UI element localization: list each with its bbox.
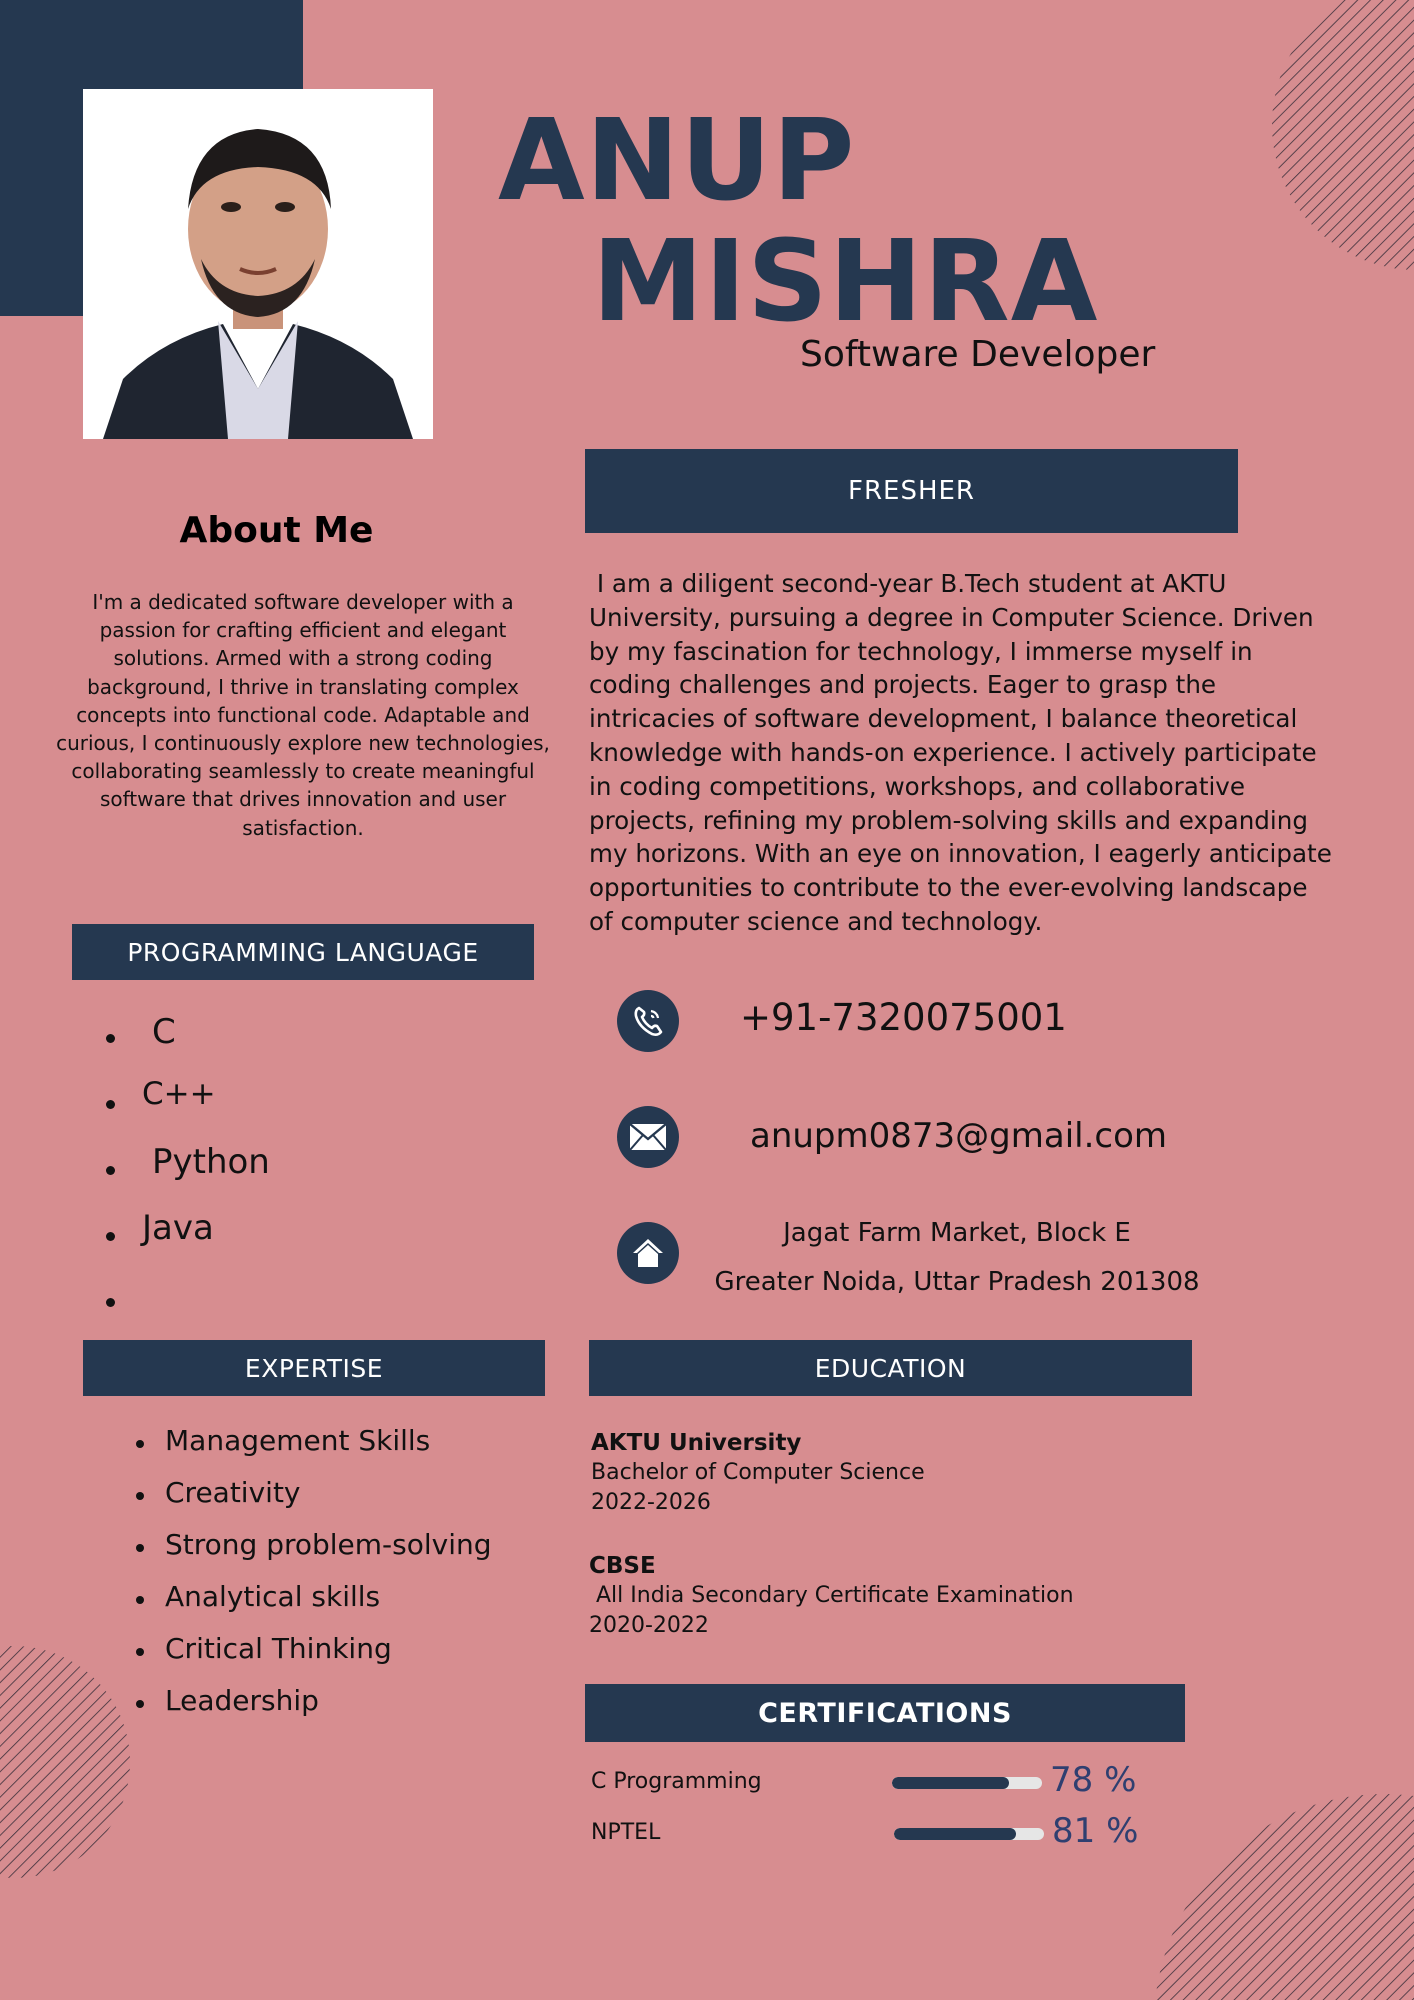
- first-name: ANUP: [498, 96, 856, 226]
- institution-name: CBSE: [589, 1553, 656, 1579]
- intro-line: knowledge with hands-on experience. I actively participate: [589, 737, 1317, 767]
- bullet-dot: [136, 1700, 144, 1708]
- bullet-dot: [106, 1298, 115, 1307]
- about-line: curious, I continuously explore new technologies,: [56, 731, 550, 756]
- cert-name: NPTEL: [591, 1820, 661, 1845]
- job-title: Software Developer: [800, 334, 1156, 375]
- cert-progress-bar: [892, 1777, 1042, 1789]
- mail-icon: [617, 1106, 679, 1168]
- intro-paragraph: [589, 567, 1349, 939]
- programming-heading: PROGRAMMING LANGUAGE: [72, 924, 534, 980]
- cert-percent: 81 %: [1052, 1811, 1139, 1851]
- status-badge: FRESHER: [585, 449, 1238, 533]
- bullet-dot: [136, 1492, 144, 1500]
- expertise-label: Management Skills: [165, 1424, 431, 1457]
- bullet-dot: [106, 1166, 115, 1175]
- cert-progress-fill: [892, 1777, 1009, 1789]
- degree-name: Bachelor of Computer Science: [591, 1460, 925, 1485]
- expertise-label: Critical Thinking: [165, 1632, 392, 1665]
- intro-line: intricacies of software development, I balance theoretical: [589, 704, 1298, 734]
- about-line: satisfaction.: [242, 815, 364, 840]
- bullet-dot: [136, 1440, 144, 1448]
- profile-photo: [83, 89, 433, 439]
- education-years: 2020-2022: [589, 1613, 709, 1638]
- home-icon: [617, 1222, 679, 1284]
- intro-line: of computer science and technology.: [589, 906, 1043, 936]
- bullet-dot: [106, 1232, 115, 1241]
- language-label: Python: [152, 1142, 270, 1182]
- intro-line: I am a diligent second-year B.Tech student at AKTU: [589, 569, 1227, 598]
- cert-percent: 78 %: [1050, 1760, 1137, 1800]
- certifications-heading: CERTIFICATIONS: [585, 1684, 1185, 1742]
- expertise-label: Analytical skills: [165, 1580, 381, 1613]
- language-label: C: [152, 1012, 176, 1052]
- language-label: C++: [142, 1076, 216, 1112]
- intro-line: University, pursuing a degree in Computer Science. Driven: [589, 602, 1314, 632]
- education-heading: EDUCATION: [589, 1340, 1192, 1396]
- intro-line: opportunities to contribute to the ever-evolving landscape: [589, 873, 1308, 903]
- language-label: Java: [142, 1208, 214, 1248]
- cert-progress-fill: [894, 1828, 1016, 1840]
- about-line: I'm a dedicated software developer with a: [92, 590, 514, 614]
- hatched-circle-top-right: [1268, 0, 1414, 270]
- education-entry: [591, 1428, 925, 1518]
- cert-progress-bar: [894, 1828, 1044, 1840]
- intro-line: my horizons. With an eye on innovation, I eagerly anticipate: [589, 839, 1332, 869]
- hatched-circle-bottom-right: [1134, 1794, 1414, 2000]
- bullet-dot: [106, 1034, 115, 1043]
- email-address: anupm0873@gmail.com: [750, 1116, 1168, 1156]
- phone-icon: [617, 990, 679, 1052]
- institution-name: AKTU University: [591, 1430, 802, 1456]
- about-line: background, I thrive in translating complex: [87, 674, 519, 699]
- about-line: concepts into functional code. Adaptable and: [76, 702, 530, 727]
- about-line: collaborating seamlessly to create meaningful: [71, 759, 535, 784]
- degree-name: All India Secondary Certificate Examination: [589, 1583, 1074, 1608]
- education-years: 2022-2026: [591, 1490, 711, 1515]
- intro-line: in coding competitions, workshops, and collaborative: [589, 771, 1245, 801]
- last-name: MISHRA: [592, 217, 1099, 347]
- address-line-2: Greater Noida, Uttar Pradesh 201308: [714, 1267, 1200, 1297]
- about-line: software that drives innovation and user: [99, 787, 507, 812]
- about-text: [46, 588, 560, 842]
- bullet-dot: [136, 1544, 144, 1552]
- expertise-label: Creativity: [165, 1476, 301, 1509]
- cert-name: C Programming: [591, 1769, 762, 1794]
- education-entry: [589, 1551, 1074, 1641]
- about-line: passion for crafting efficient and elegant: [99, 618, 507, 643]
- about-heading: About Me: [179, 510, 374, 551]
- bullet-dot: [106, 1100, 115, 1109]
- expertise-heading: EXPERTISE: [83, 1340, 545, 1396]
- bullet-dot: [136, 1596, 144, 1604]
- expertise-label: Strong problem-solving: [165, 1528, 492, 1561]
- hatched-circle-bottom-left: [0, 1644, 132, 1880]
- expertise-label: Leadership: [165, 1684, 319, 1717]
- about-line: solutions. Armed with a strong coding: [113, 646, 493, 671]
- intro-line: projects, refining my problem-solving skills and expanding: [589, 805, 1308, 835]
- address-line-1: Jagat Farm Market, Block E: [783, 1218, 1131, 1248]
- intro-line: by my fascination for technology, I immerse myself in: [589, 636, 1253, 666]
- intro-line: coding challenges and projects. Eager to grasp the: [589, 670, 1217, 700]
- phone-number: +91-7320075001: [740, 996, 1067, 1039]
- bullet-dot: [136, 1648, 144, 1656]
